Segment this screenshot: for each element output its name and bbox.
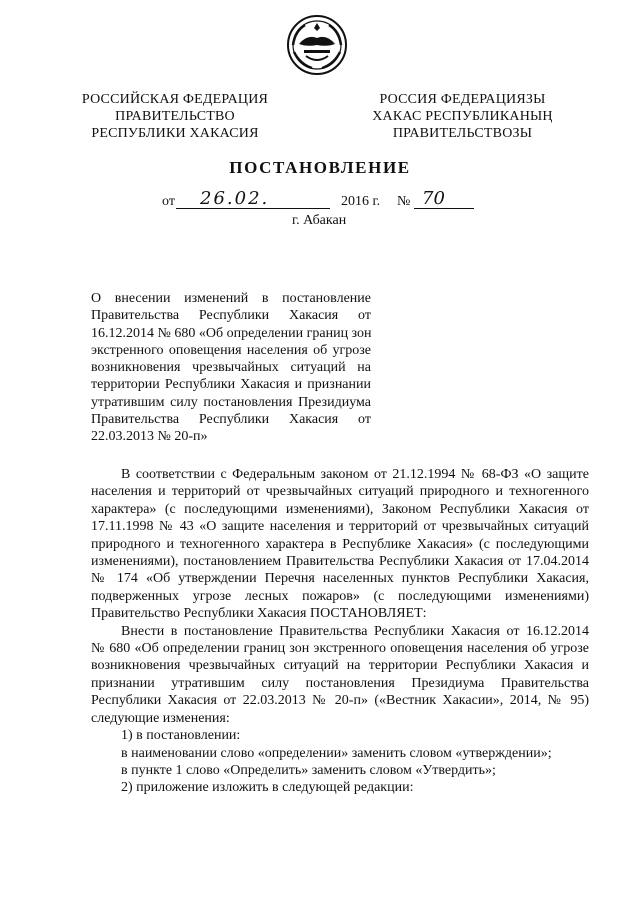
body-line: подверженных угрозе лесных пожаров» (с последующими изменениями) [91,588,589,604]
body-line: следующие изменения: [91,710,230,726]
subject-line: 22.03.2013 № 20-п» [91,429,208,445]
header-left-line: ПРАВИТЕЛЬСТВО [115,109,235,124]
body-line: изменениями), постановлением Правительства Республики Хакасия от 17.04.2014 [91,554,589,570]
body-line: № 680 «Об определении границ зон экстренного оповещения населения об угрозе [91,641,589,657]
list-item: в пункте 1 слово «Определить» заменить словом «Утвердить»; [121,762,496,778]
subject-line: экстренного оповещения населения об угрозе [91,342,371,358]
document-title: ПОСТАНОВЛЕНИЕ [229,158,411,177]
subject-line: О внесении изменений в постановление [91,291,371,306]
list-item: 2) приложение изложить в следующей редакции: [121,780,414,796]
body-line: населения и территорий от чрезвычайных ситуаций природного и техногенного [91,484,589,500]
body-line: № 174 «Об утверждении Перечня населенных пунктов Республики Хакасия, [91,571,589,587]
subject-line: утратившим силу постановления Президиума [91,394,371,410]
handwritten-date: 26.02. [200,188,270,209]
subject-line: 16.12.2014 № 680 «Об определении границ зон [91,325,372,341]
header-right [365,91,560,142]
body-line: природного и техногенного характера в Республике Хакасия» (с последующими [91,536,589,552]
subject-line: территории Республики Хакасия и признании [91,377,371,393]
body-line: Республики Хакасия от 22.03.2013 № 20-п» («Вестник Хакасии», 2014, № 95) [91,693,589,709]
date-year: 2016 г. [341,194,381,209]
city-name: г. Абакан [292,213,347,228]
document-body [91,466,589,797]
subject-block [91,290,371,446]
header-right-line: ХАКАС РЕСПУБЛИКАНЫҢ [372,109,553,124]
body-line: 17.11.1998 № 43 «О защите населения и территорий от чрезвычайных ситуаций [91,519,589,535]
date-prefix: от [162,194,175,209]
coat-of-arms-icon [286,14,348,76]
subject-line: Правительства Республики Хакасия от [91,412,371,428]
body-line: Правительство Республики Хакасия ПОСТАНОВЛЯЕТ: [91,606,427,622]
header-right-line: ПРАВИТЕЛЬСТВОЗЫ [392,126,533,141]
list-item: в наименовании слово «определении» заменить словом «утверждении»; [121,745,552,761]
header-left-line: РОССИЙСКАЯ ФЕДЕРАЦИЯ [81,92,269,107]
body-line: возникновения чрезвычайных ситуаций на территории Республики Хакасия и [91,658,589,674]
body-line: Внести в постановление Правительства Республики Хакасия от 16.12.2014 [121,623,589,639]
subject-line: возникновения чрезвычайных ситуаций на [91,360,371,376]
body-line: характера» (с последующими изменениями), Законом Республики Хакасия от [91,501,589,517]
header-left [80,91,270,142]
date-number-line [0,188,640,212]
handwritten-number: 70 [422,188,445,209]
list-item: 1) в постановлении: [121,728,241,744]
subject-line: Правительства Республики Хакасия от [91,308,371,324]
number-sign: № [397,194,411,209]
header-left-line: РЕСПУБЛИКИ ХАКАСИЯ [91,126,259,141]
body-line: признании утратившим силу постановления Президиума Правительства [91,675,589,691]
body-line: В соответствии с Федеральным законом от 21.12.1994 № 68-ФЗ «О защите [121,467,589,482]
header-right-line: РОССИЯ ФЕДЕРАЦИЯЗЫ [379,92,546,107]
